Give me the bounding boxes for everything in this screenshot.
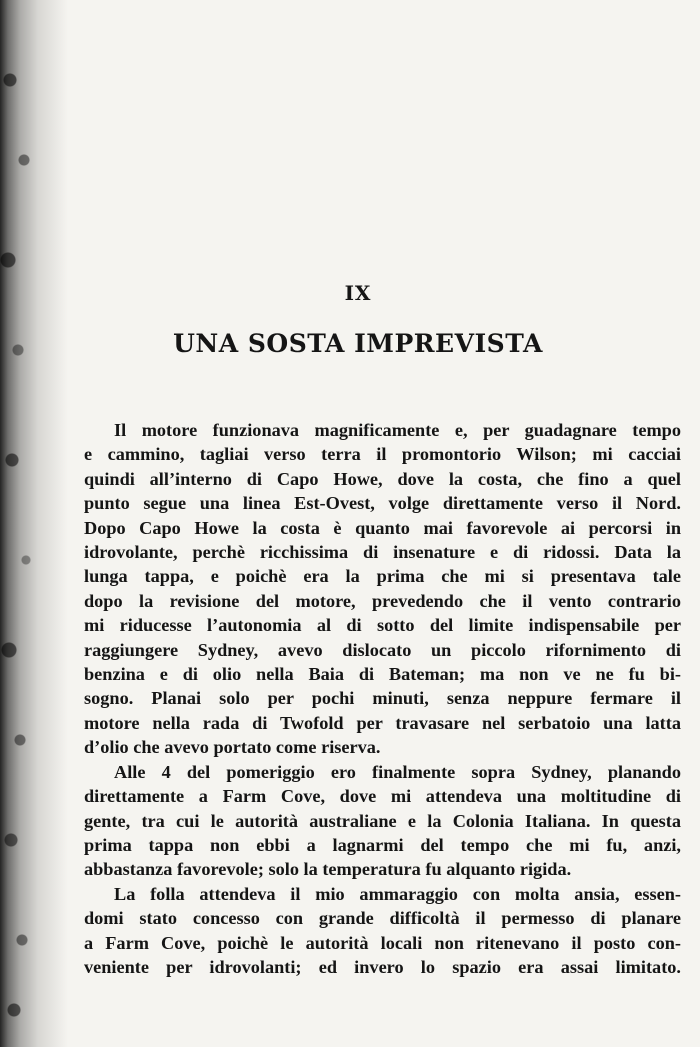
text-line: d’olio che avevo portato come riserva. [84, 737, 381, 758]
text-line: lunga tappa, e poichè era la prima che mi si presentava tale [84, 566, 681, 587]
text-line: prima tappa non ebbi a lagnarmi del tempo che mi fu, anzi, [84, 834, 681, 855]
text-line: direttamente a Farm Cove, dove mi attendeva una moltitudine di [84, 786, 681, 807]
paragraph-1 [84, 418, 681, 760]
text-line: motore nella rada di Twofold per travasare nel serbatoio una latta [84, 712, 681, 733]
paragraph-3 [84, 882, 681, 980]
text-line: Alle 4 del pomeriggio ero finalmente sopra Sydney, planando [114, 761, 681, 782]
page-binding-shadow [0, 0, 70, 1047]
text-line: Il motore funzionava magnificamente e, per guadagnare tempo [114, 420, 681, 440]
chapter-title: UNA SOSTA IMPREVISTA [173, 329, 543, 358]
text-line: sogno. Planai solo per pochi minuti, senza neppure fermare il [84, 688, 681, 709]
text-line: veniente per idrovolanti; ed invero lo spazio era assai limitato. [84, 956, 681, 977]
text-line: domi stato concesso con grande difficoltà il permesso di planare [84, 908, 681, 929]
text-line: abbastanza favorevole; solo la temperatura fu alquanto rigida. [84, 859, 572, 880]
text-line: mi riducesse l’autonomia al di sotto del limite indispensabile per [84, 615, 681, 636]
text-line: idrovolante, perchè ricchissima di insenature e di ridossi. Data la [84, 542, 681, 563]
chapter-body [84, 418, 681, 979]
paragraph-2 [84, 760, 681, 882]
text-line: Dopo Capo Howe la costa è quanto mai favorevole ai percorsi in [84, 517, 681, 538]
text-line: raggiungere Sydney, avevo dislocato un piccolo rifornimento di [84, 639, 681, 660]
chapter-number: IX [344, 281, 372, 305]
text-line: e cammino, tagliai verso terra il promontorio Wilson; mi cacciai [84, 444, 681, 465]
text-line: La folla attendeva il mio ammaraggio con molta ansia, essen- [114, 883, 681, 904]
text-line: punto segue una linea Est-Ovest, volge direttamente verso il Nord. [84, 493, 681, 514]
text-line: dopo la revisione del motore, prevedendo che il vento contrario [84, 590, 681, 611]
text-line: a Farm Cove, poichè le autorità locali non ritenevano il posto con- [84, 932, 681, 953]
text-line: benzina e di olio nella Baia di Bateman; ma non ve ne fu bi- [84, 664, 681, 685]
text-line: gente, tra cui le autorità australiane e la Colonia Italiana. In questa [84, 810, 681, 831]
text-line: quindi all’interno di Capo Howe, dove la costa, che fino a quel [84, 468, 681, 489]
